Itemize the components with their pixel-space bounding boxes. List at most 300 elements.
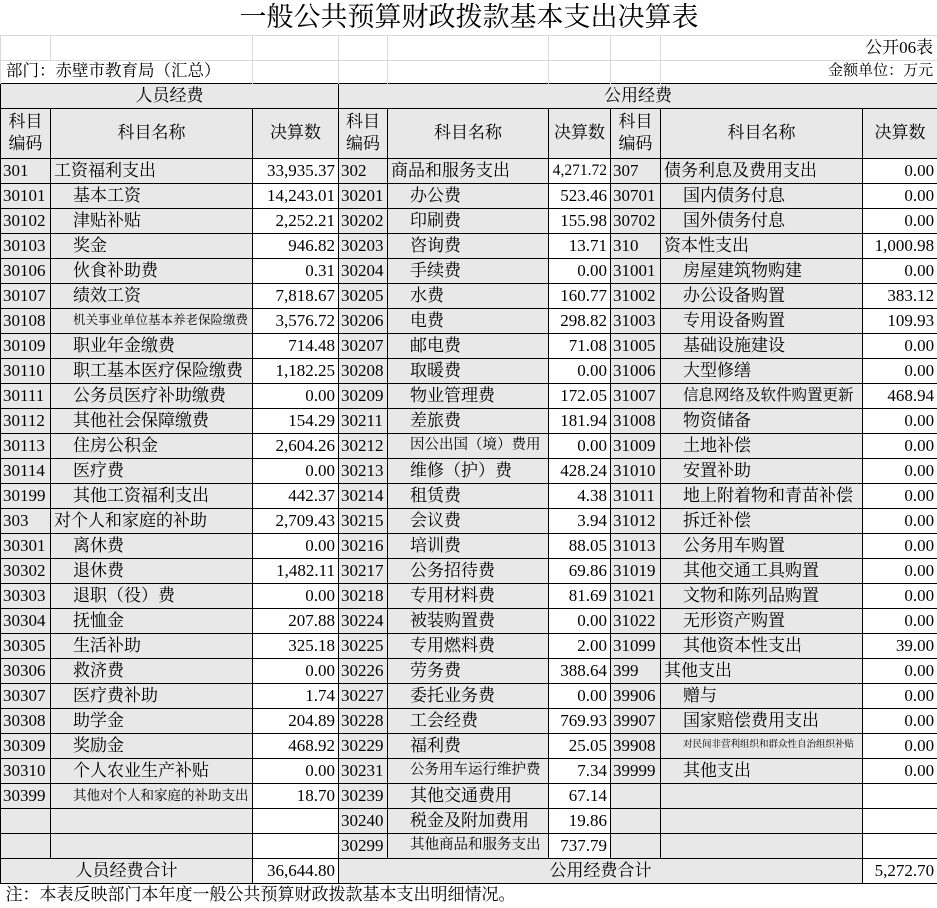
grid-cell (339, 35, 388, 60)
subject-code-cell (339, 583, 388, 608)
amount-cell (253, 833, 339, 858)
subject-code-text: 31005 (613, 335, 656, 355)
amount-cell (253, 433, 339, 458)
subject-name-cell (388, 433, 549, 458)
subject-code-text: 30308 (3, 710, 46, 730)
subject-name-cell (51, 708, 253, 733)
total-public-amount-text: 5,272.70 (874, 860, 935, 880)
amount-cell (549, 633, 611, 658)
amount-text: 155.98 (560, 210, 607, 230)
table-row (1, 358, 937, 383)
column-header-amount: 决算数 (253, 108, 339, 158)
amount-text: 0.00 (577, 685, 607, 705)
subject-name-cell (51, 558, 253, 583)
subject-code-text: 30224 (341, 610, 384, 630)
subject-code-text: 31010 (613, 460, 656, 480)
subject-name-cell (661, 358, 863, 383)
amount-cell (253, 258, 339, 283)
amount-cell (549, 333, 611, 358)
subject-code-text: 30310 (3, 760, 46, 780)
table-row (1, 383, 937, 408)
amount-text: 0.00 (904, 610, 935, 630)
amount-cell (863, 283, 937, 308)
subject-name-cell (388, 583, 549, 608)
table-row (1, 733, 937, 758)
subject-name-text: 基本工资 (73, 185, 141, 205)
amount-cell (863, 208, 937, 233)
subject-code-cell (611, 458, 661, 483)
subject-name-cell (661, 708, 863, 733)
subject-code-cell (1, 358, 51, 383)
amount-text: 0.00 (904, 460, 935, 480)
subject-code-cell (1, 708, 51, 733)
subject-name-text: 信息网络及软件购置更新 (683, 386, 854, 404)
grid-cell (1, 35, 51, 60)
amount-cell (253, 183, 339, 208)
amount-cell (253, 633, 339, 658)
subject-name-cell (51, 383, 253, 408)
table-row (1, 508, 937, 533)
amount-cell (863, 158, 937, 183)
subject-code-cell (611, 358, 661, 383)
subject-name-text: 国内债务付息 (683, 185, 785, 205)
subject-code-cell (611, 258, 661, 283)
subject-code-text: 30101 (3, 185, 46, 205)
subject-code-cell (611, 283, 661, 308)
subject-code-cell (339, 433, 388, 458)
subject-code-cell (339, 808, 388, 833)
subject-name-cell (388, 833, 549, 858)
subject-code-cell (339, 308, 388, 333)
subject-code-text: 30103 (3, 235, 46, 255)
subject-name-cell (388, 533, 549, 558)
subject-code-text: 31021 (613, 585, 656, 605)
amount-text: 0.00 (305, 585, 335, 605)
amount-text: 0.00 (904, 210, 935, 230)
subject-name-text: 水费 (410, 285, 444, 305)
subject-code-text: 30203 (341, 235, 384, 255)
table-row (1, 158, 937, 183)
subject-name-cell (51, 258, 253, 283)
subject-code-text: 30201 (341, 185, 384, 205)
subject-code-cell (339, 833, 388, 858)
subject-code-cell (339, 608, 388, 633)
amount-text: 0.00 (904, 410, 935, 430)
subject-name-cell (661, 783, 863, 808)
amount-cell (863, 583, 937, 608)
subject-name-cell (661, 333, 863, 358)
table-row (1, 833, 937, 858)
table-row (1, 658, 937, 683)
table-row (1, 483, 937, 508)
amount-text: 204.89 (288, 710, 335, 730)
amount-cell (549, 308, 611, 333)
amount-text: 0.31 (305, 260, 335, 280)
subject-name-text: 个人农业生产补贴 (73, 760, 209, 780)
subject-code-cell (339, 533, 388, 558)
subject-code-cell (611, 733, 661, 758)
subject-name-cell (661, 633, 863, 658)
subject-name-text: 离休费 (73, 535, 124, 555)
subject-name-text: 国外债务付息 (683, 210, 785, 230)
subject-code-cell (1, 808, 51, 833)
subject-code-text: 30216 (341, 535, 384, 555)
amount-text: 67.14 (568, 785, 607, 805)
amount-cell (253, 783, 339, 808)
group-header-public: 公用经费 (339, 83, 937, 108)
subject-name-text: 其他社会保障缴费 (73, 410, 209, 430)
grid-cell (253, 60, 339, 83)
subject-code-text: 30207 (341, 335, 384, 355)
amount-cell (549, 433, 611, 458)
subject-code-cell (611, 708, 661, 733)
amount-cell (549, 608, 611, 633)
group-header-personnel: 人员经费 (1, 83, 339, 108)
subject-code-text: 30213 (341, 460, 384, 480)
amount-cell (863, 358, 937, 383)
subject-name-text: 工会经费 (410, 710, 478, 730)
department-label: 部门：赤壁市教育局（汇总） (1, 60, 253, 83)
amount-cell (863, 258, 937, 283)
subject-name-text: 专用设备购置 (683, 310, 785, 330)
subject-name-cell (388, 408, 549, 433)
amount-cell (549, 708, 611, 733)
subject-name-text: 对个人和家庭的补助 (54, 510, 207, 530)
amount-cell (549, 408, 611, 433)
table-row (1, 758, 937, 783)
subject-code-text: 31002 (613, 285, 656, 305)
subject-name-text: 国家赔偿费用支出 (683, 710, 819, 730)
subject-code-text: 30231 (341, 760, 384, 780)
subject-code-cell (611, 558, 661, 583)
amount-cell (253, 508, 339, 533)
amount-text: 2,709.43 (275, 510, 335, 530)
amount-cell (549, 533, 611, 558)
amount-text: 4,271.72 (552, 161, 607, 179)
subject-code-text: 30701 (613, 185, 656, 205)
amount-cell (863, 383, 937, 408)
subject-name-text: 专用燃料费 (410, 635, 495, 655)
grid-cell (388, 60, 549, 83)
subject-code-cell (1, 183, 51, 208)
amount-text: 946.82 (288, 235, 335, 255)
subject-code-cell (1, 633, 51, 658)
subject-name-cell (51, 458, 253, 483)
column-header-code (1, 108, 51, 158)
amount-text: 0.00 (904, 710, 935, 730)
subject-code-cell (339, 733, 388, 758)
subject-name-cell (388, 283, 549, 308)
subject-name-cell (661, 758, 863, 783)
amount-text: 0.00 (904, 660, 935, 680)
subject-name-text: 取暖费 (410, 360, 461, 380)
subject-code-text: 30301 (3, 535, 46, 555)
amount-cell (253, 533, 339, 558)
table-row (1, 283, 937, 308)
subject-name-cell (51, 508, 253, 533)
subject-code-text: 30307 (3, 685, 46, 705)
amount-cell (549, 783, 611, 808)
subject-code-cell (1, 483, 51, 508)
subject-code-text: 303 (3, 510, 29, 530)
amount-text: 0.00 (904, 535, 935, 555)
amount-cell (549, 808, 611, 833)
subject-code-text: 31022 (613, 610, 656, 630)
table-row (1, 708, 937, 733)
subject-code-cell (611, 808, 661, 833)
amount-text: 0.00 (577, 435, 607, 455)
amount-cell (863, 508, 937, 533)
amount-cell (863, 483, 937, 508)
subject-code-cell (611, 433, 661, 458)
subject-name-cell (51, 358, 253, 383)
subject-name-text: 职业年金缴费 (73, 335, 175, 355)
column-header-code-label: 科目编码 (618, 112, 653, 153)
grid-cell (611, 60, 661, 83)
subject-code-text: 30112 (3, 410, 45, 430)
department-row (1, 60, 937, 83)
table-row (1, 183, 937, 208)
amount-cell (863, 783, 937, 808)
grid-cell (388, 35, 549, 60)
subject-name-text: 劳务费 (410, 660, 461, 680)
subject-code-cell (611, 158, 661, 183)
subject-name-cell (388, 183, 549, 208)
amount-text: 7,818.67 (275, 285, 335, 305)
amount-cell (863, 333, 937, 358)
amount-text: 0.00 (904, 735, 935, 755)
subject-code-cell (1, 658, 51, 683)
column-header-code-label: 科目编码 (8, 112, 43, 153)
subject-name-text: 基础设施建设 (683, 335, 785, 355)
subject-name-text: 因公出国（境）费用 (410, 437, 541, 454)
subject-name-text: 商品和服务支出 (391, 160, 510, 180)
column-header-code-label: 科目编码 (345, 112, 380, 153)
subject-name-text: 物业管理费 (410, 385, 495, 405)
subject-code-cell (1, 683, 51, 708)
table-row (1, 783, 937, 808)
amount-cell (863, 458, 937, 483)
subject-code-cell (1, 383, 51, 408)
subject-name-cell (51, 808, 253, 833)
subject-name-text: 办公设备购置 (683, 285, 785, 305)
subject-code-cell (611, 583, 661, 608)
subject-name-cell (388, 483, 549, 508)
subject-code-text: 30229 (341, 735, 384, 755)
subject-name-text: 其他资本性支出 (683, 635, 802, 655)
amount-unit-label: 金额单位：万元 (661, 60, 937, 83)
subject-name-text: 助学金 (73, 710, 124, 730)
subject-name-text: 福利费 (410, 735, 461, 755)
subject-code-text: 39999 (613, 760, 656, 780)
subject-name-cell (51, 158, 253, 183)
subject-code-text: 30204 (341, 260, 384, 280)
subject-code-text: 30304 (3, 610, 46, 630)
amount-text: 468.94 (887, 385, 935, 405)
amount-cell (253, 608, 339, 633)
subject-code-cell (1, 408, 51, 433)
subject-code-text: 31013 (613, 535, 656, 555)
subject-code-text: 31009 (613, 435, 656, 455)
table-row (1, 683, 937, 708)
subject-code-text: 31003 (613, 310, 656, 330)
subject-code-cell (611, 308, 661, 333)
grid-cell (51, 35, 253, 60)
subject-name-cell (388, 733, 549, 758)
subject-name-text: 税金及附加费用 (410, 810, 529, 830)
amount-cell (549, 258, 611, 283)
column-header-amount: 决算数 (863, 108, 937, 158)
subject-code-cell (339, 208, 388, 233)
amount-cell (253, 558, 339, 583)
title-row (1, 0, 937, 35)
subject-code-cell (611, 383, 661, 408)
amount-cell (253, 208, 339, 233)
subject-code-cell (1, 208, 51, 233)
amount-cell (549, 483, 611, 508)
subject-code-text: 30226 (341, 660, 384, 680)
amount-text: 14,243.01 (267, 185, 335, 205)
subject-code-cell (339, 633, 388, 658)
amount-text: 383.12 (887, 285, 935, 305)
table-row (1, 808, 937, 833)
subject-code-text: 30217 (341, 560, 384, 580)
subject-name-text: 医疗费 (73, 460, 124, 480)
amount-cell (253, 408, 339, 433)
amount-text: 19.86 (568, 810, 607, 830)
subject-name-text: 公务用车运行维护费 (410, 762, 541, 779)
amount-cell (253, 483, 339, 508)
total-personnel-amount (253, 858, 339, 883)
subject-name-text: 邮电费 (410, 335, 461, 355)
total-personnel-label: 人员经费合计 (1, 858, 253, 883)
amount-cell (549, 733, 611, 758)
subject-code-text: 30202 (341, 210, 384, 230)
subject-name-cell (388, 158, 549, 183)
subject-name-cell (51, 683, 253, 708)
amount-cell (253, 708, 339, 733)
subject-code-text: 31099 (613, 635, 656, 655)
amount-text: 0.00 (904, 160, 935, 180)
subject-code-text: 30218 (341, 585, 384, 605)
subject-code-text: 30208 (341, 360, 384, 380)
subject-name-cell (661, 608, 863, 633)
amount-cell (253, 358, 339, 383)
subject-name-cell (661, 808, 863, 833)
subject-code-text: 30107 (3, 285, 46, 305)
amount-text: 325.18 (288, 635, 335, 655)
subject-name-cell (661, 283, 863, 308)
subject-name-cell (661, 158, 863, 183)
subject-name-cell (51, 333, 253, 358)
amount-cell (863, 758, 937, 783)
subject-code-text: 301 (3, 160, 29, 180)
subject-name-text: 退职（役）费 (73, 585, 175, 605)
subject-name-text: 退休费 (73, 560, 124, 580)
subject-name-text: 差旅费 (410, 410, 461, 430)
amount-text: 0.00 (904, 760, 935, 780)
amount-text: 0.00 (904, 335, 935, 355)
subject-code-text: 30399 (3, 785, 46, 805)
table-body (1, 158, 937, 858)
form-number: 公开06表 (661, 35, 937, 60)
subject-code-cell (339, 258, 388, 283)
amount-text: 1,182.25 (275, 360, 335, 380)
amount-cell (863, 233, 937, 258)
subject-code-cell (1, 608, 51, 633)
subject-code-text: 30108 (3, 310, 46, 330)
amount-cell (549, 358, 611, 383)
column-header-code (339, 108, 388, 158)
amount-text: 39.00 (895, 635, 935, 655)
subject-code-cell (339, 508, 388, 533)
amount-cell (253, 383, 339, 408)
subject-code-cell (611, 533, 661, 558)
table-header-area (1, 0, 937, 158)
amount-text: 0.00 (577, 360, 607, 380)
subject-code-text: 30205 (341, 285, 384, 305)
subject-name-cell (661, 383, 863, 408)
subject-code-cell (1, 283, 51, 308)
subject-code-cell (1, 233, 51, 258)
subject-name-text: 维修（护）费 (410, 460, 512, 480)
table-row (1, 458, 937, 483)
amount-text: 0.00 (305, 460, 335, 480)
group-header-row (1, 83, 937, 108)
total-public-amount (863, 858, 937, 883)
subject-name-cell (51, 483, 253, 508)
subject-code-text: 30302 (3, 560, 46, 580)
amount-text: 0.00 (577, 260, 607, 280)
subject-code-cell (1, 508, 51, 533)
subject-code-cell (1, 258, 51, 283)
subject-name-cell (51, 183, 253, 208)
total-personnel-amount-text: 36,644.80 (267, 860, 335, 880)
subject-name-cell (388, 308, 549, 333)
table-row (1, 308, 937, 333)
column-header-row (1, 108, 937, 158)
amount-text: 428.24 (560, 460, 607, 480)
subject-name-text: 伙食补助费 (73, 260, 158, 280)
subject-code-cell (611, 208, 661, 233)
amount-text: 0.00 (904, 435, 935, 455)
amount-text: 388.64 (560, 660, 607, 680)
amount-text: 13.71 (568, 235, 607, 255)
subject-name-cell (388, 708, 549, 733)
grid-cell (549, 35, 611, 60)
subject-code-text: 31019 (613, 560, 656, 580)
subject-name-text: 公务用车购置 (683, 535, 785, 555)
amount-cell (863, 533, 937, 558)
subject-code-cell (611, 783, 661, 808)
subject-code-text: 30702 (613, 210, 656, 230)
subject-name-text: 其他支出 (664, 660, 732, 680)
amount-text: 523.46 (560, 185, 607, 205)
grid-cell (253, 35, 339, 60)
subject-code-cell (1, 733, 51, 758)
amount-text: 0.00 (904, 560, 935, 580)
subject-code-cell (611, 483, 661, 508)
subject-code-text: 30214 (341, 485, 384, 505)
amount-cell (863, 733, 937, 758)
table-row (1, 608, 937, 633)
amount-cell (549, 833, 611, 858)
subject-code-cell (1, 833, 51, 858)
subject-name-text: 培训费 (410, 535, 461, 555)
amount-cell (253, 458, 339, 483)
amount-cell (549, 158, 611, 183)
subject-name-cell (388, 333, 549, 358)
